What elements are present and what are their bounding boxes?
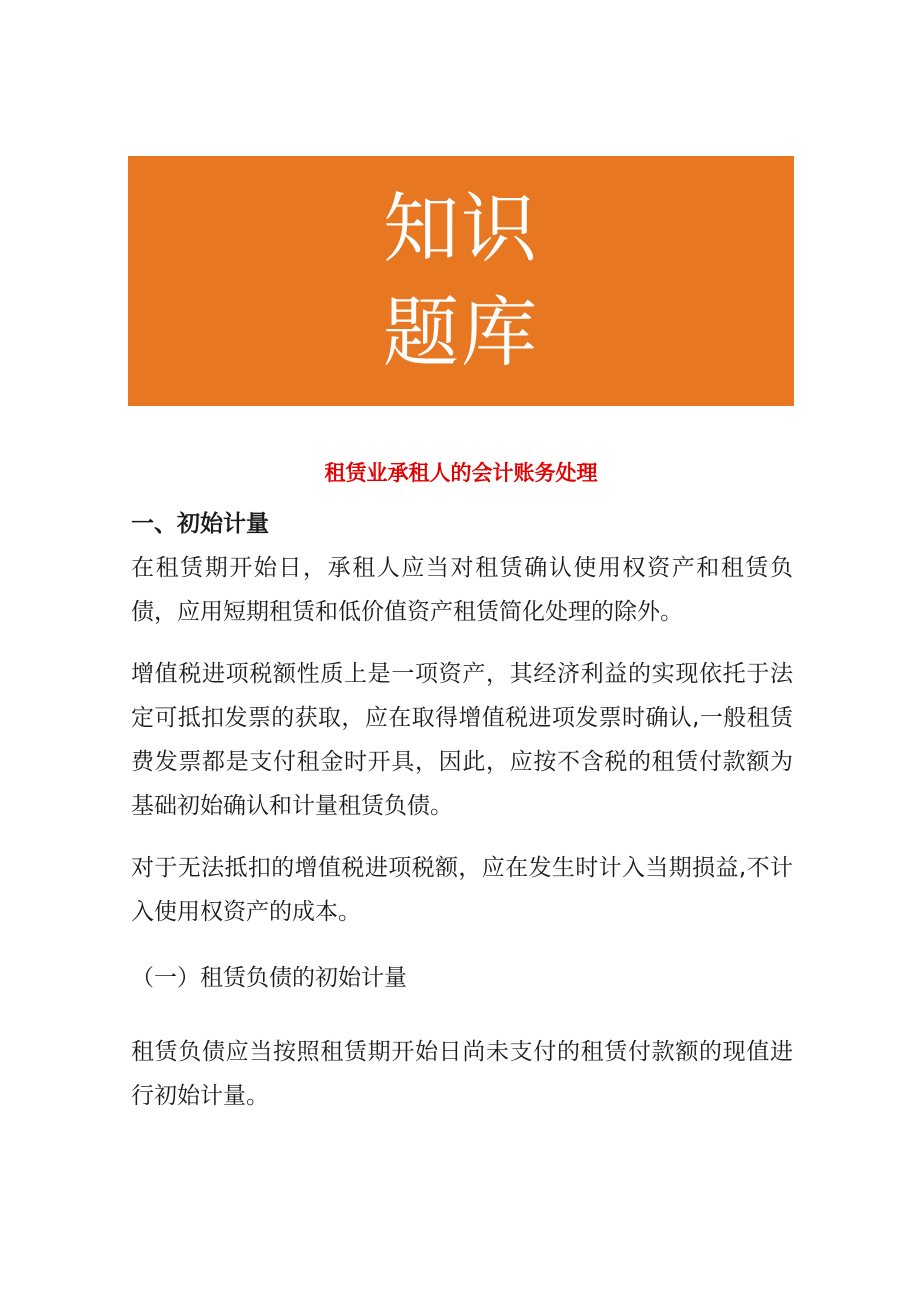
document-title: 租赁业承租人的会计账务处理	[324, 461, 598, 485]
title-banner	[128, 156, 794, 406]
paragraph-4: 租赁负债应当按照租赁期开始日尚未支付的租赁付款额的现值进行初始计量。	[131, 1039, 793, 1109]
banner-line-2: 题库	[383, 288, 539, 377]
section-heading: 一、初始计量	[131, 511, 269, 537]
subsection-heading: （一）租赁负债的初始计量	[131, 965, 407, 991]
document-body	[131, 506, 793, 1136]
banner-line-1: 知识	[383, 184, 539, 273]
paragraph-1: 在租赁期开始日，承租人应当对租赁确认使用权资产和租赁负债，应用短期租赁和低价值资产租赁简化处理的除外。	[131, 555, 793, 625]
paragraph-2: 增值税进项税额性质上是一项资产，其经济利益的实现依托于法定可抵扣发票的获取，应在取得增值税进项发票时确认,一般租赁费发票都是支付租金时开具，因此，应按不含税的租赁付款额为基础初始确认和计量租赁负债。	[131, 661, 793, 819]
paragraph-3: 对于无法抵扣的增值税进项税额，应在发生时计入当期损益,不计入使用权资产的成本。	[131, 855, 793, 925]
